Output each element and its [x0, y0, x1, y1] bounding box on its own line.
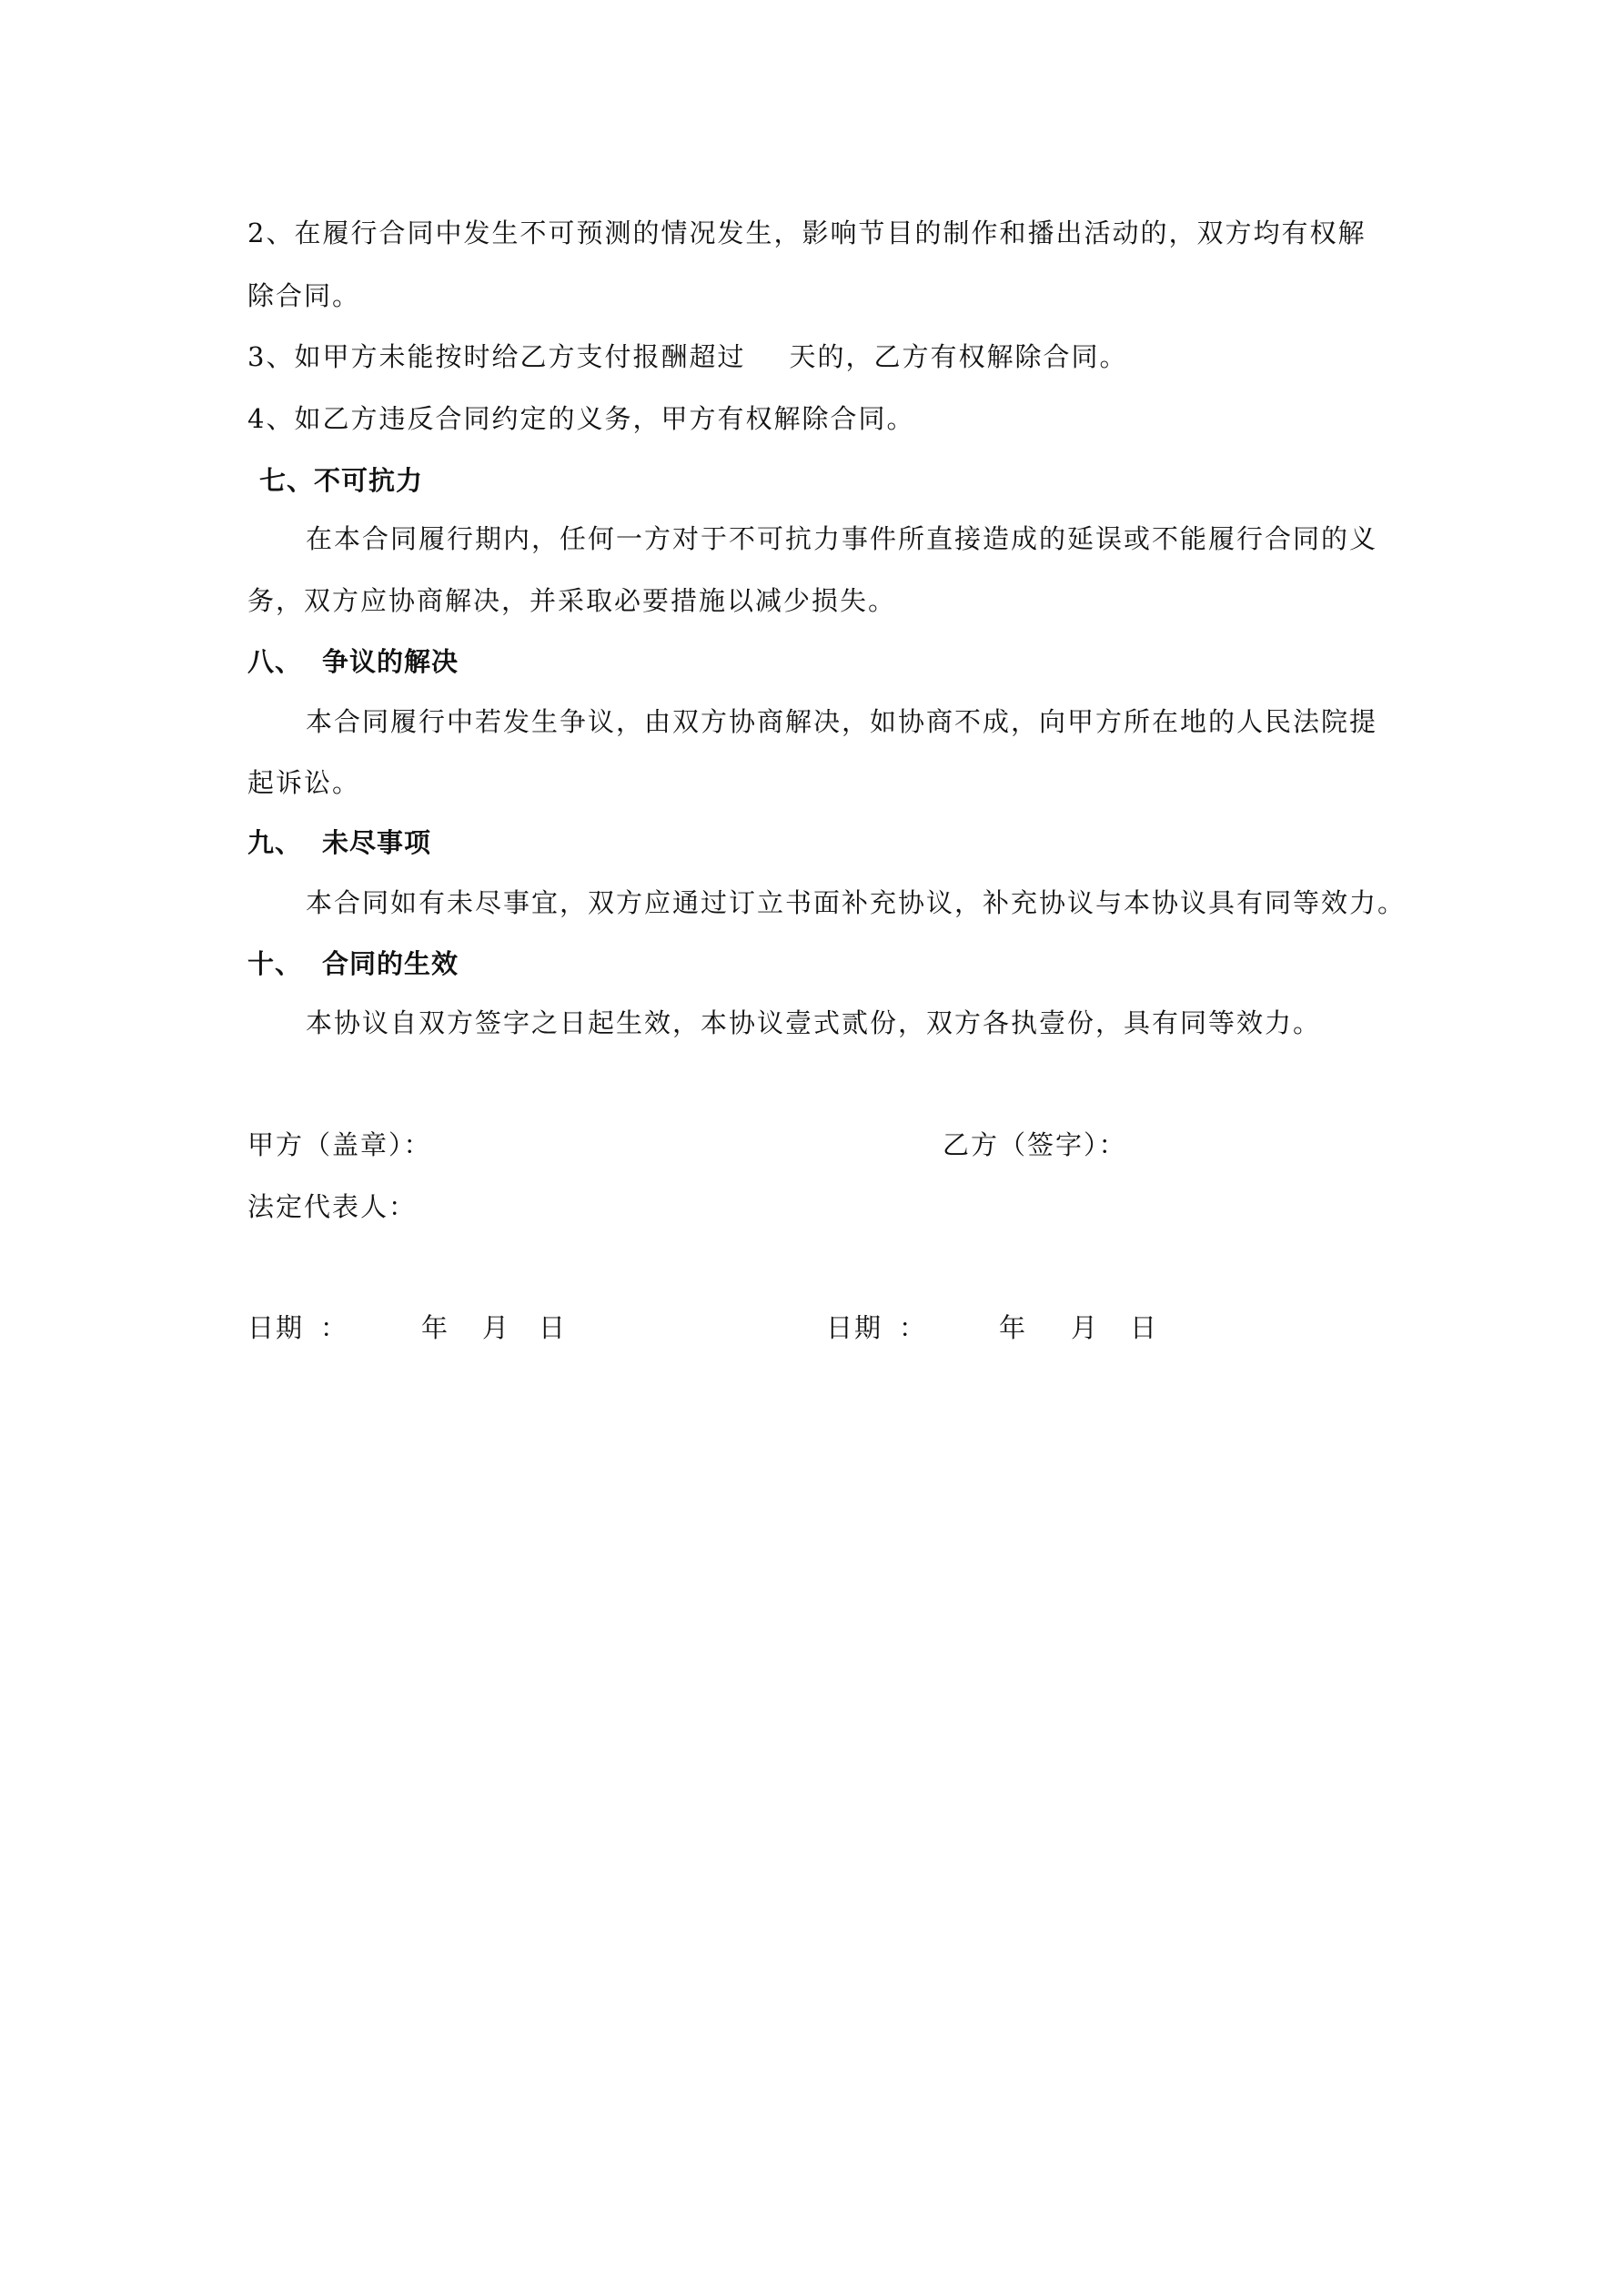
section-10-number: 十、 [247, 948, 303, 979]
clause-2-line-2: 除合同。 [247, 280, 361, 311]
section-10-heading [247, 946, 459, 982]
clause-3-part-a: 3、如甲方未能按时给乙方支付报酬超过 [247, 341, 746, 372]
section-10-line-1: 本协议自双方签字之日起生效，本协议壹式贰份，双方各执壹份，具有同等效力。 [306, 1007, 1322, 1038]
clause-3 [247, 339, 1127, 375]
section-10-title: 合同的生效 [322, 948, 459, 979]
party-b-month-label: 月 [1071, 1312, 1100, 1343]
section-9-title: 未尽事项 [322, 827, 432, 858]
section-8-line-1: 本合同履行中若发生争议，由双方协商解决，如协商不成，向甲方所在地的人民法院提 [306, 706, 1378, 737]
party-b-day-label: 日 [1130, 1312, 1159, 1343]
party-a-day-label: 日 [539, 1312, 568, 1343]
party-b-sign-label: 乙方（签字）： [943, 1129, 1127, 1160]
section-9-number: 九、 [247, 827, 303, 858]
legal-representative-label: 法定代表人： [247, 1191, 418, 1222]
party-b-year-label: 年 [999, 1312, 1028, 1343]
section-7-heading: 七、不可抗力 [259, 465, 424, 496]
section-8-line-2: 起诉讼。 [247, 767, 361, 798]
section-8-title: 争议的解决 [322, 646, 459, 677]
party-a-month-label: 月 [482, 1312, 511, 1343]
clause-2-line-1: 2、在履行合同中发生不可预测的情况发生，影响节目的制作和播出活动的，双方均有权解 [247, 217, 1367, 248]
clause-3-part-b: 天的，乙方有权解除合同。 [789, 341, 1128, 372]
section-8-number: 八、 [247, 646, 303, 677]
party-b-date-colon: ： [899, 1312, 928, 1343]
section-7-line-1: 在本合同履行期内，任何一方对于不可抗力事件所直接造成的延误或不能履行合同的义 [306, 523, 1378, 554]
section-9-heading [247, 824, 431, 861]
clause-4: 4、如乙方违反合同约定的义务，甲方有权解除合同。 [247, 403, 915, 434]
section-8-heading [247, 643, 459, 680]
party-a-seal-label: 甲方（盖章）： [247, 1129, 432, 1160]
party-a-date-label: 日期 [247, 1312, 305, 1343]
party-b-date-label: 日期 [826, 1312, 883, 1343]
party-a-date-colon: ： [320, 1312, 349, 1343]
section-7-line-2: 务，双方应协商解决，并采取必要措施以减少损失。 [247, 585, 897, 616]
party-a-year-label: 年 [421, 1312, 450, 1343]
section-9-line-1: 本合同如有未尽事宜，双方应通过订立书面补充协议，补充协议与本协议具有同等效力。 [306, 887, 1407, 918]
